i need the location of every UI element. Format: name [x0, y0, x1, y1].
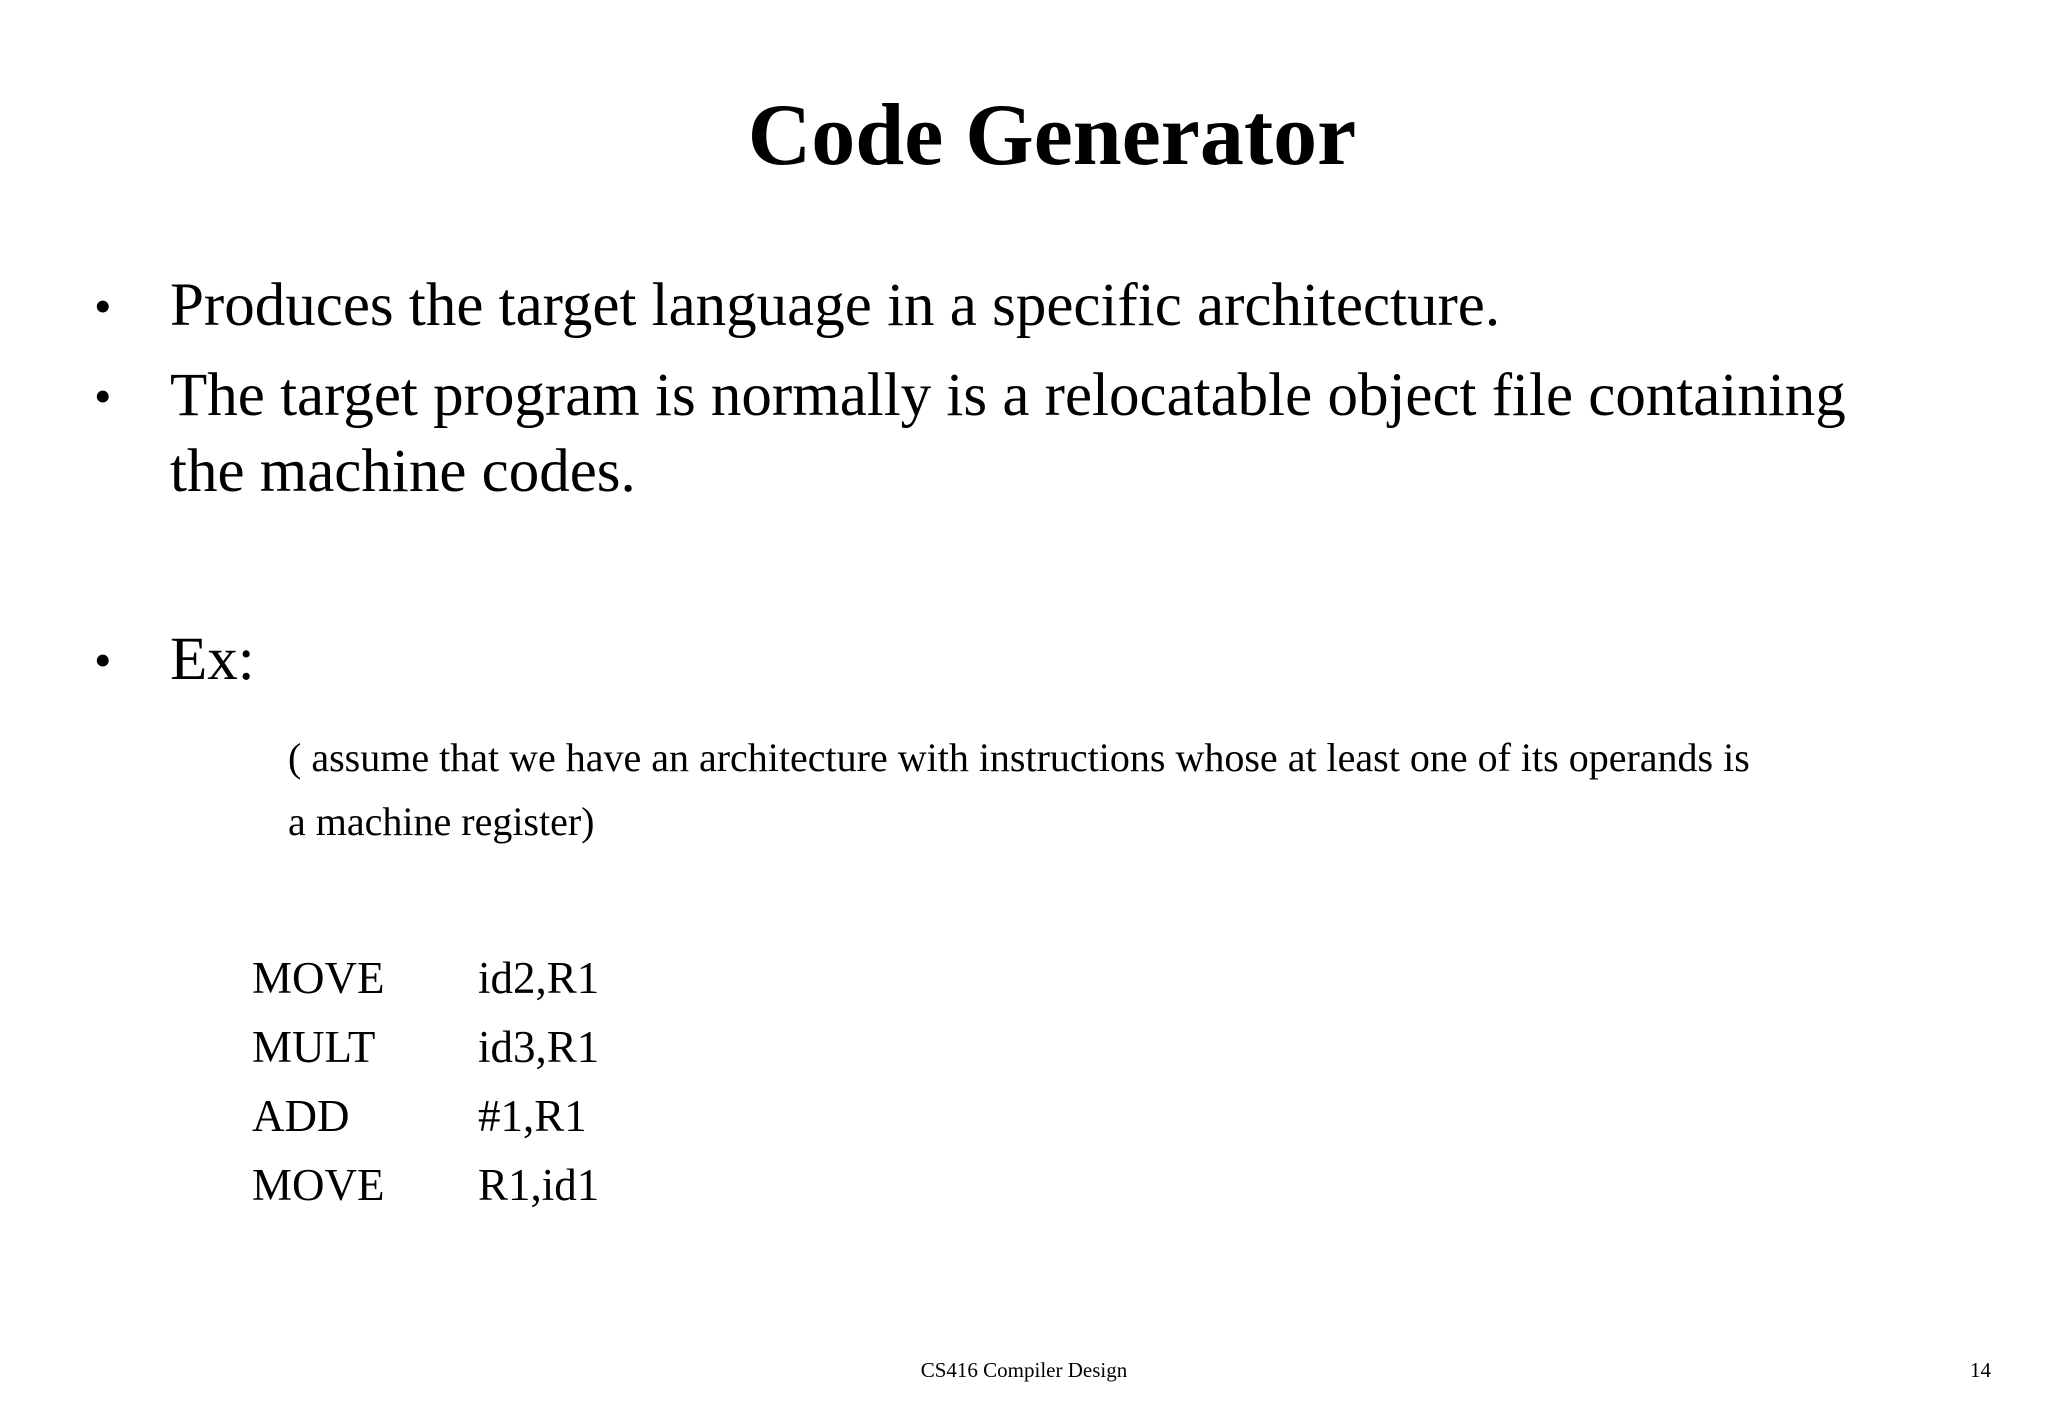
- code-operands: R1,id1: [478, 1160, 600, 1210]
- code-opcode: MOVE: [252, 953, 385, 1003]
- code-row: [252, 1151, 752, 1220]
- bullet-line: Ex:: [170, 626, 255, 693]
- bullet-marker: •: [94, 368, 112, 424]
- code-operands: id3,R1: [478, 1022, 600, 1072]
- bullet-marker: •: [94, 278, 112, 334]
- code-operands: id2,R1: [478, 953, 600, 1003]
- bullet-text: [170, 268, 1500, 344]
- assembly-code-block: [252, 944, 752, 1220]
- code-row: [252, 1082, 752, 1151]
- bullet-line: the machine codes.: [170, 438, 636, 505]
- slide-title: Code Generator: [747, 87, 1357, 184]
- bullet-line: Produces the target language in a specific architecture.: [170, 272, 1501, 339]
- page-number: 14: [1970, 1358, 1991, 1382]
- code-row: [252, 944, 752, 1013]
- code-row: [252, 1013, 752, 1082]
- bullet-text: [170, 358, 1846, 510]
- code-opcode: MULT: [252, 1022, 376, 1072]
- code-opcode: MOVE: [252, 1160, 385, 1210]
- bullet-marker: •: [94, 632, 112, 688]
- note-line: a machine register): [288, 799, 595, 844]
- code-operands: #1,R1: [478, 1091, 587, 1141]
- bullet-text: [170, 622, 255, 698]
- bullet-line: The target program is normally is a relocatable object file containing: [170, 362, 1846, 429]
- assumption-note: [288, 726, 1750, 854]
- code-opcode: ADD: [252, 1091, 350, 1141]
- note-line: ( assume that we have an architecture with instructions whose at least one of its operands is: [288, 735, 1750, 780]
- footer-course: CS416 Compiler Design: [920, 1358, 1128, 1382]
